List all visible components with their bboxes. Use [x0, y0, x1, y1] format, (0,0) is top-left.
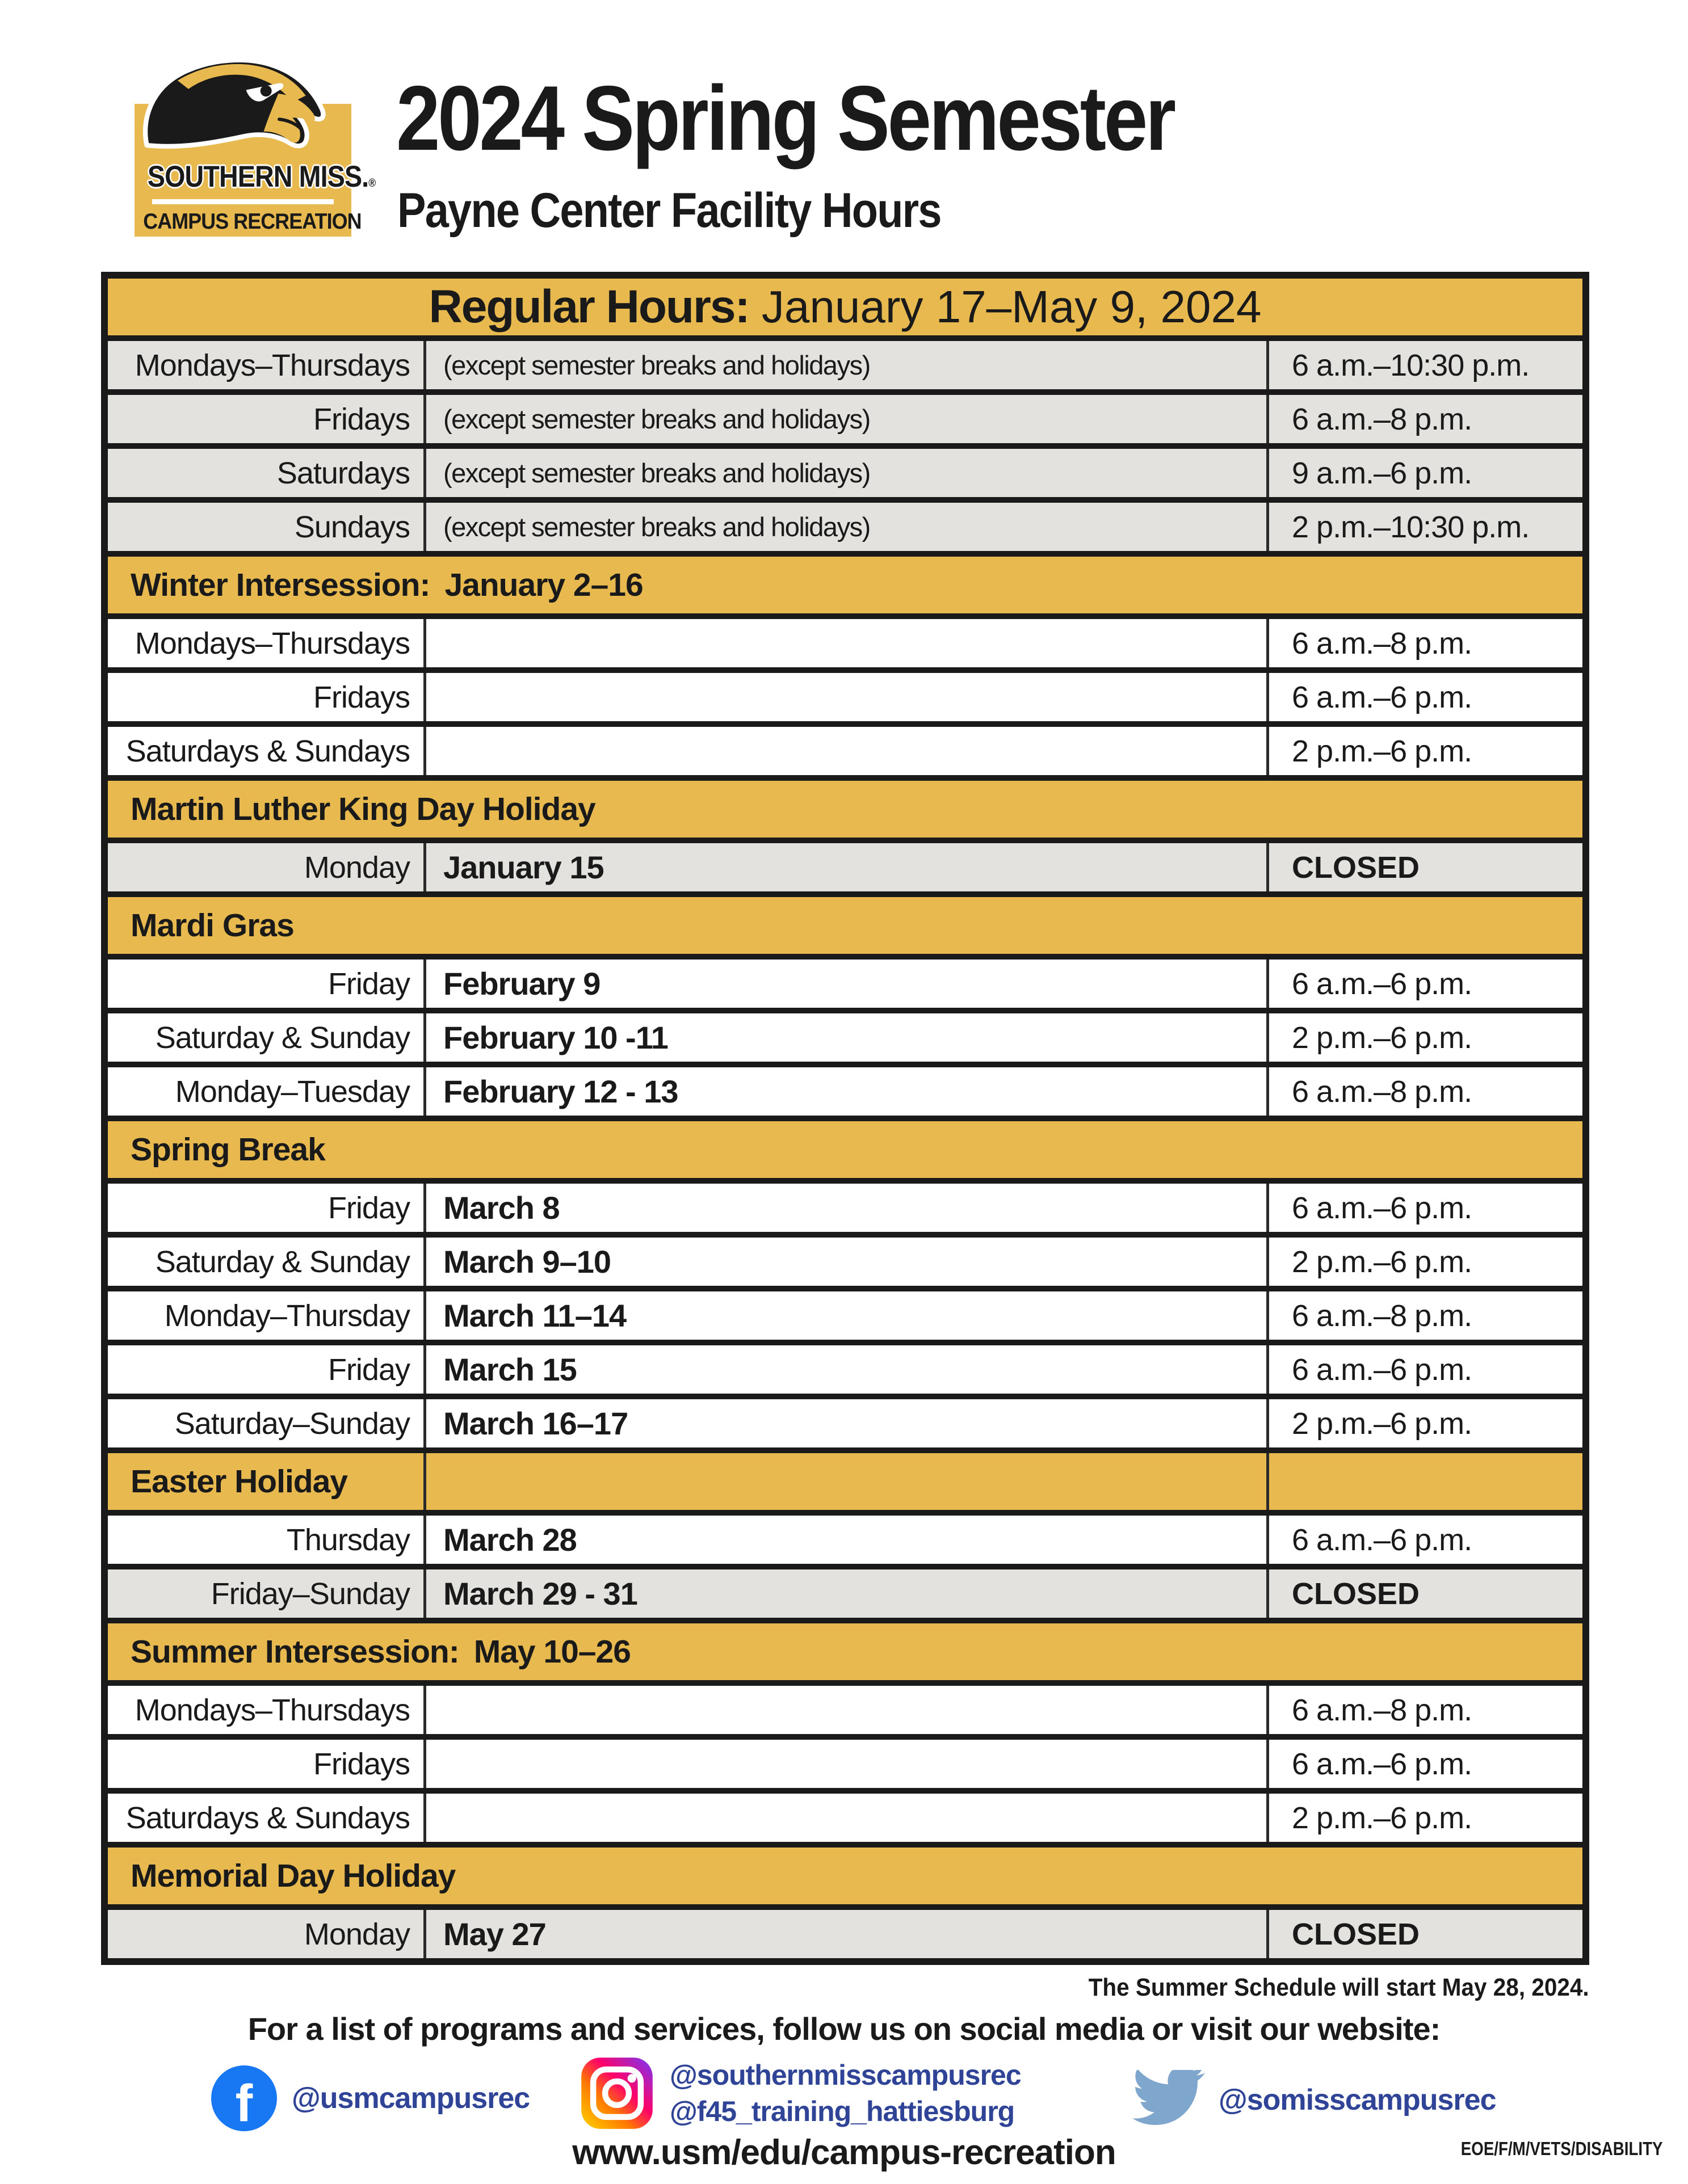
- page-subtitle: Payne Center Facility Hours: [397, 183, 941, 238]
- detail-cell: March 8: [423, 1184, 1269, 1232]
- hours-cell: CLOSED: [1292, 850, 1420, 885]
- day-cell: Friday–Sunday: [211, 1576, 410, 1611]
- table-row: [108, 1740, 1582, 1788]
- section-dates: January 17–May 9, 2024: [761, 281, 1262, 332]
- hours-cell: 6 a.m.–8 p.m.: [1292, 1074, 1472, 1109]
- table-row: [108, 1399, 1582, 1447]
- day-cell: Sundays: [294, 510, 410, 544]
- hours-cell: 2 p.m.–6 p.m.: [1292, 1406, 1472, 1441]
- summer-schedule-note: The Summer Schedule will start May 28, 2024.: [1089, 1973, 1589, 2001]
- table-row: [108, 1013, 1582, 1062]
- table-row: [108, 619, 1582, 667]
- day-cell: Friday: [327, 966, 410, 1001]
- section-header: [108, 1623, 1582, 1680]
- facebook-icon: [211, 2065, 277, 2131]
- section-title: Regular Hours:: [429, 281, 749, 333]
- detail-cell: [423, 1794, 1269, 1842]
- detail-cell: February 12 - 13: [423, 1067, 1269, 1116]
- table-row: [108, 960, 1582, 1008]
- page-title: 2024 Spring Semester: [396, 67, 1174, 170]
- hours-cell: 2 p.m.–6 p.m.: [1292, 734, 1472, 768]
- detail-cell: [423, 727, 1269, 775]
- section-header: [108, 1848, 1582, 1904]
- day-cell: Monday: [304, 850, 410, 885]
- facebook-social-item: [211, 2065, 530, 2131]
- detail-cell: (except semester breaks and holidays): [423, 395, 1269, 443]
- section-title: Memorial Day Holiday: [131, 1858, 456, 1894]
- section-header-empty-cell: [423, 1453, 1269, 1510]
- detail-cell: (except semester breaks and holidays): [423, 449, 1269, 497]
- twitter-handle: @somisscampusrec: [1219, 2084, 1496, 2116]
- table-row: [108, 503, 1582, 551]
- twitter-social-item: [1132, 2070, 1496, 2130]
- day-cell: Friday: [327, 1190, 410, 1225]
- day-cell: Saturday–Sunday: [174, 1406, 410, 1441]
- logo-divider-bar: [152, 199, 334, 204]
- logo-department: CAMPUS RECREATION: [143, 209, 362, 234]
- table-row: [108, 1516, 1582, 1564]
- twitter-icon: [1132, 2070, 1205, 2130]
- follow-us-text: For a list of programs and services, follow us on social media or visit our website:: [247, 2011, 1441, 2047]
- day-cell: Thursday: [286, 1522, 410, 1557]
- table-row: [108, 341, 1582, 389]
- detail-cell: March 29 - 31: [423, 1569, 1269, 1618]
- section-header: [108, 1121, 1582, 1178]
- registered-mark: ®: [368, 177, 376, 190]
- day-cell: Mondays–Thursdays: [135, 348, 410, 382]
- detail-cell: [423, 1686, 1269, 1734]
- instagram-social-item: [579, 2055, 1021, 2131]
- day-cell: Fridays: [313, 402, 410, 436]
- hours-cell: 2 p.m.–6 p.m.: [1292, 1800, 1472, 1835]
- section-header-empty-cell: [1269, 1453, 1582, 1510]
- day-cell: Fridays: [313, 680, 410, 714]
- table-row: [108, 1345, 1582, 1394]
- hours-cell: 6 a.m.–8 p.m.: [1292, 626, 1472, 660]
- detail-cell: February 10 -11: [423, 1013, 1269, 1062]
- hours-cell: 6 a.m.–8 p.m.: [1292, 402, 1472, 436]
- detail-cell: March 11–14: [423, 1291, 1269, 1340]
- registered-mark: ®: [187, 126, 199, 143]
- section-title: Summer Intersession:: [131, 1634, 459, 1670]
- table-row: [108, 843, 1582, 891]
- section-title: Easter Holiday: [131, 1463, 347, 1500]
- logo-wordmark: [147, 159, 376, 194]
- detail-cell: January 15: [423, 843, 1269, 891]
- day-cell: Friday: [327, 1352, 410, 1387]
- section-header: [108, 781, 1582, 838]
- detail-cell: March 16–17: [423, 1399, 1269, 1447]
- day-cell: Fridays: [313, 1747, 410, 1781]
- table-row: [108, 1910, 1582, 1958]
- section-title: Winter Intersession:: [131, 567, 430, 603]
- eagle-logo-icon: [137, 52, 336, 153]
- instagram-handle: @f45_training_hattiesburg: [670, 2095, 1015, 2127]
- facebook-handle: @usmcampusrec: [292, 2082, 530, 2115]
- section-header: [108, 897, 1582, 954]
- facebook-icon-glyph: f: [235, 2074, 253, 2131]
- table-row: [108, 673, 1582, 721]
- section-header: [108, 279, 1582, 335]
- hours-cell: 9 a.m.–6 p.m.: [1292, 456, 1472, 490]
- hours-cell: 2 p.m.–10:30 p.m.: [1292, 510, 1530, 544]
- logo-wordmark-period: .: [362, 160, 369, 193]
- instagram-handle: @southernmisscampusrec: [670, 2059, 1021, 2091]
- detail-cell: March 28: [423, 1516, 1269, 1564]
- hours-cell: 6 a.m.–6 p.m.: [1292, 1190, 1472, 1225]
- schedule-table: [101, 272, 1589, 1965]
- section-header-label-cell: [108, 1453, 423, 1510]
- detail-cell: (except semester breaks and holidays): [423, 341, 1269, 389]
- hours-cell: 6 a.m.–10:30 p.m.: [1292, 348, 1530, 382]
- table-row: [108, 395, 1582, 443]
- day-cell: Monday–Tuesday: [175, 1074, 410, 1109]
- section-title: Mardi Gras: [131, 907, 294, 944]
- table-row: [108, 727, 1582, 775]
- table-row: [108, 449, 1582, 497]
- detail-cell: February 9: [423, 960, 1269, 1008]
- day-cell: Saturdays: [276, 456, 410, 490]
- hours-cell: 6 a.m.–8 p.m.: [1292, 1298, 1472, 1333]
- table-row: [108, 1238, 1582, 1286]
- hours-cell: 2 p.m.–6 p.m.: [1292, 1020, 1472, 1055]
- detail-cell: (except semester breaks and holidays): [423, 503, 1269, 551]
- eoe-statement: EOE/F/M/VETS/DISABILITY: [1461, 2138, 1663, 2159]
- website-url: www.usm/edu/campus-recreation: [572, 2133, 1116, 2172]
- logo-wordmark-text: SOUTHERN MISS: [147, 160, 362, 193]
- table-row: [108, 1184, 1582, 1232]
- hours-cell: CLOSED: [1292, 1576, 1420, 1611]
- section-header: [108, 1453, 1582, 1510]
- detail-cell: [423, 1740, 1269, 1788]
- day-cell: Monday: [304, 1917, 410, 1951]
- hours-cell: 6 a.m.–6 p.m.: [1292, 680, 1472, 714]
- day-cell: Saturday & Sunday: [155, 1020, 410, 1055]
- hours-cell: 6 a.m.–8 p.m.: [1292, 1693, 1472, 1727]
- section-dates: January 2–16: [444, 567, 643, 603]
- detail-cell: [423, 673, 1269, 721]
- instagram-handles: [670, 2059, 1021, 2128]
- detail-cell: March 15: [423, 1345, 1269, 1394]
- detail-cell: May 27: [423, 1910, 1269, 1958]
- instagram-icon: [579, 2055, 655, 2131]
- day-cell: Saturdays & Sundays: [125, 734, 410, 768]
- hours-cell: 6 a.m.–6 p.m.: [1292, 1522, 1472, 1557]
- table-row: [108, 1686, 1582, 1734]
- hours-cell: CLOSED: [1292, 1917, 1420, 1951]
- detail-cell: [423, 619, 1269, 667]
- hours-cell: 6 a.m.–6 p.m.: [1292, 1747, 1472, 1781]
- table-row: [108, 1067, 1582, 1116]
- section-title: Spring Break: [131, 1131, 325, 1168]
- section-title: Martin Luther King Day Holiday: [131, 791, 595, 827]
- table-row: [108, 1794, 1582, 1842]
- day-cell: Mondays–Thursdays: [135, 1693, 410, 1727]
- table-row: [108, 1569, 1582, 1618]
- section-header: [108, 557, 1582, 613]
- hours-cell: 6 a.m.–6 p.m.: [1292, 966, 1472, 1001]
- hours-cell: 2 p.m.–6 p.m.: [1292, 1244, 1472, 1279]
- day-cell: Saturdays & Sundays: [125, 1800, 410, 1835]
- table-row: [108, 1291, 1582, 1340]
- day-cell: Monday–Thursday: [164, 1298, 410, 1333]
- hours-cell: 6 a.m.–6 p.m.: [1292, 1352, 1472, 1387]
- day-cell: Mondays–Thursdays: [135, 626, 410, 660]
- section-dates: May 10–26: [473, 1634, 631, 1670]
- day-cell: Saturday & Sunday: [155, 1244, 410, 1279]
- detail-cell: March 9–10: [423, 1238, 1269, 1286]
